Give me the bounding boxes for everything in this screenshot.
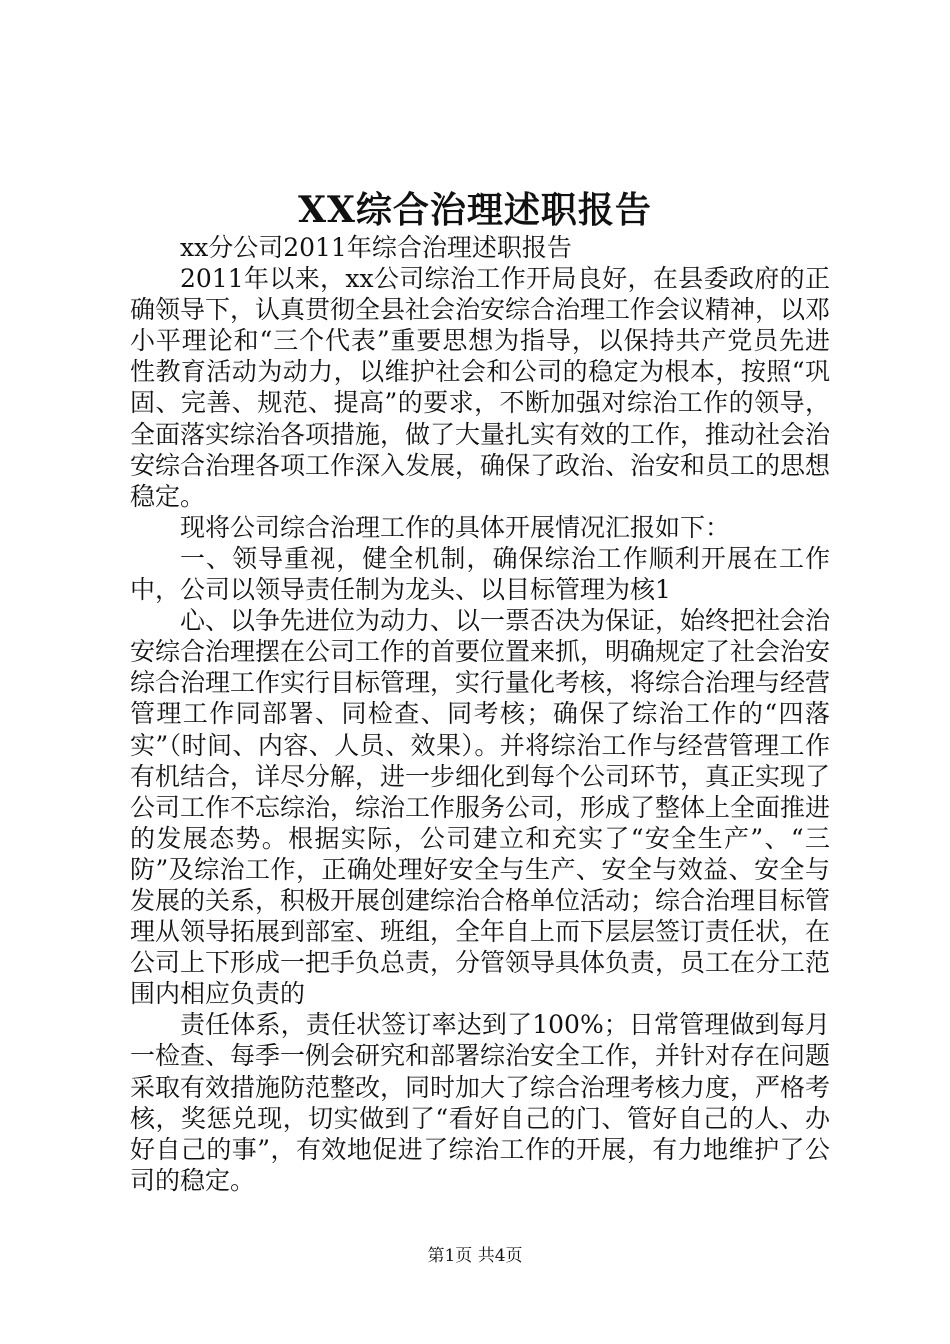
document-title: XX综合治理述职报告: [298, 189, 652, 231]
paragraph: xx分公司2011年综合治理述职报告: [180, 233, 572, 262]
paragraph: 现将公司综合治理工作的具体开展情况汇报如下：: [180, 512, 731, 542]
paragraph: 一、领导重视，健全机制，确保综治工作顺利开展在工作中，公司以领导责任制为龙头、以目标管理为核1: [130, 543, 830, 605]
paragraph: 2011年以来，xx公司综治工作开局良好，在县委政府的正确领导下，认真贯彻全县社会治安综合治理工作会议精神，以邓小平理论和“三个代表”重要思想为指导，以保持共产党员先进性教育活动为动力，以维护社会和公司的稳定为根本，按照“巩固、完善、规范、提高”的要求，不断加强对综治工作的领导，全面落实综治各项措施，做了大量扎实有效的工作，推动社会治安综合治理各项工作深入发展，确保了政治、治安和员工的思想稳定。: [130, 264, 831, 511]
page-footer: 第1页 共4页: [427, 1246, 523, 1266]
document-body: [130, 232, 830, 1196]
paragraph: 心、以争先进位为动力、以一票否决为保证，始终把社会治安综合治理摆在公司工作的首要位置来抓，明确规定了社会治安综合治理工作实行目标管理，实行量化考核，将综合治理与经营管理工作同部署、同检查、同考核；确保了综治工作的“四落实”（时间、内容、人员、效果）。并将综治工作与经营管理工作有机结合，详尽分解，进一步细化到每个公司环节，真正实现了公司工作不忘综治，综治工作服务公司，形成了整体上全面推进的发展态势。根据实际，公司建立和充实了“安全生产”、“三防”及综治工作，正确处理好安全与生产、安全与效益、安全与发展的关系，积极开展创建综治合格单位活动；综合治理目标管理从领导拓展到部室、班组，全年自上而下层层签订责任状，在公司上下形成一把手负总责，分管领导具体负责，员工在分工范围内相应负责的: [130, 606, 831, 1009]
paragraph: 责任体系，责任状签订率达到了100%；日常管理做到每月一检查、每季一例会研究和部署综治安全工作，并针对存在问题采取有效措施防范整改，同时加大了综合治理考核力度，严格考核，奖惩兑现，切实做到了“看好自己的门、管好自己的人、办好自己的事”，有效地促进了综治工作的开展，有力地维护了公司的稳定。: [130, 1010, 831, 1195]
